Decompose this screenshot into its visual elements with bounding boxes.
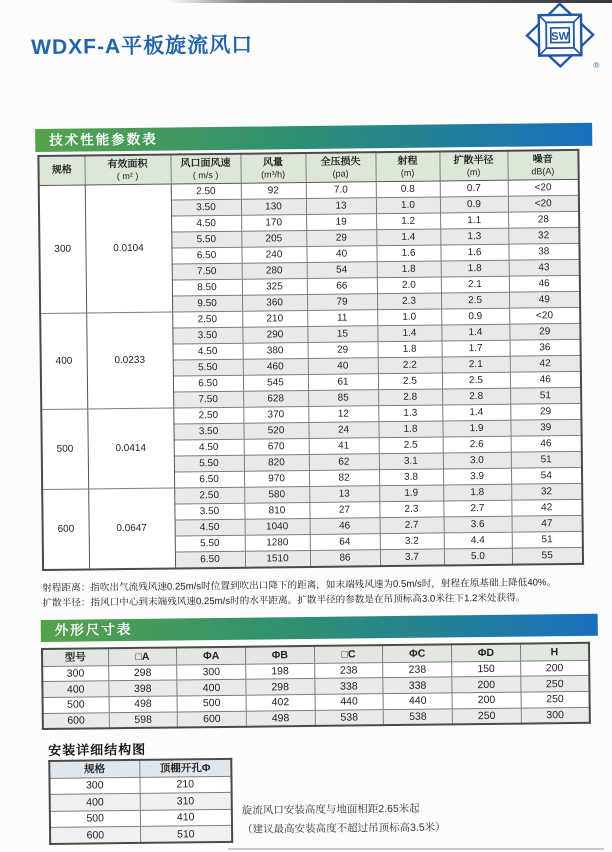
data-cell: 54 — [511, 467, 582, 484]
data-cell: 200 — [520, 660, 589, 677]
data-cell: 46 — [510, 371, 581, 388]
performance-table — [37, 149, 584, 571]
data-cell: 0.7 — [440, 180, 508, 197]
data-cell: 3.8 — [379, 468, 443, 485]
data-cell: 51 — [510, 387, 581, 404]
data-cell: 538 — [315, 710, 384, 727]
data-cell: 1.1 — [440, 212, 508, 229]
data-cell: 5.50 — [174, 455, 244, 472]
data-cell: 600 — [43, 713, 109, 730]
data-cell: 2.1 — [441, 276, 509, 293]
data-cell: 29 — [509, 323, 580, 340]
data-cell: 3.50 — [174, 503, 244, 520]
data-cell: 0.9 — [441, 308, 509, 325]
column-header: ΦC — [383, 644, 452, 662]
data-cell: 1.8 — [377, 260, 441, 277]
sw-logo-text: SW — [551, 30, 570, 43]
data-cell: 500 — [177, 695, 246, 712]
data-cell: 8.50 — [172, 279, 242, 296]
data-cell: 12 — [308, 405, 378, 422]
data-cell: 310 — [140, 792, 232, 810]
data-cell: 2.3 — [379, 500, 443, 517]
data-cell: 2.3 — [377, 292, 441, 309]
column-header: H — [520, 643, 589, 661]
data-cell: 51 — [511, 451, 582, 468]
footnote-jet-distance: 射程距离：指吹出气流残风速0.25m/s时位置到吹出口降下的距离，如末端残风速为0.5m/s时，射程在原基础上降低40%。 — [42, 577, 557, 595]
data-cell: 5.0 — [444, 548, 512, 565]
section-banner-dimensions — [41, 614, 598, 642]
data-cell: 628 — [243, 390, 308, 407]
data-cell: 3.1 — [379, 452, 443, 469]
ceiling-hole-row — [50, 825, 232, 844]
data-cell: 1.8 — [441, 260, 509, 277]
data-cell: 2.50 — [174, 487, 244, 504]
data-cell: 1.4 — [441, 324, 509, 341]
sw-logo-icon — [523, 2, 598, 71]
data-cell: 298 — [246, 679, 315, 696]
column-header: 射程 (m) — [375, 151, 439, 181]
data-cell: 250 — [521, 676, 590, 693]
data-cell: 5.50 — [175, 535, 245, 552]
data-cell: 1.6 — [440, 244, 508, 261]
data-cell: 2.7 — [443, 500, 511, 517]
data-cell: 150 — [452, 661, 521, 678]
data-cell: 42 — [511, 499, 582, 516]
column-header: 噪音 dB(A) — [507, 150, 578, 180]
data-cell: 1.2 — [376, 212, 440, 229]
spec-cell: 500 — [41, 408, 88, 489]
installation-note — [242, 799, 446, 839]
data-cell: 1.7 — [442, 340, 510, 357]
data-cell: 400 — [177, 679, 246, 696]
data-cell: 600 — [50, 826, 140, 844]
data-cell: 38 — [508, 243, 579, 260]
data-cell: 210 — [139, 776, 231, 794]
data-cell: 498 — [246, 710, 315, 727]
spec-cell: 600 — [42, 488, 89, 569]
data-cell: 498 — [109, 696, 178, 713]
data-cell: 0.9 — [440, 196, 508, 213]
data-cell: 402 — [246, 695, 315, 712]
ceiling-hole-table — [48, 758, 233, 845]
scan-artifact-bottom — [228, 848, 604, 850]
data-cell: 3.7 — [380, 548, 444, 565]
spec-cell: 300 — [39, 184, 86, 313]
data-cell: 64 — [310, 533, 380, 550]
column-header: 顶棚开孔Φ — [139, 759, 231, 777]
data-cell: 238 — [383, 661, 452, 678]
table-footnotes — [42, 575, 594, 611]
data-cell: 300 — [49, 777, 139, 795]
data-cell: 250 — [452, 708, 521, 725]
data-cell: 4.4 — [444, 532, 512, 549]
data-cell: 205 — [241, 230, 306, 247]
data-cell: 7.50 — [172, 263, 242, 280]
ceiling-hole-row — [49, 776, 231, 795]
column-header: □A — [108, 647, 177, 665]
data-cell: 47 — [512, 515, 583, 532]
data-cell: 1.9 — [379, 484, 443, 501]
data-cell: 820 — [244, 454, 309, 471]
data-cell: 62 — [309, 453, 379, 470]
data-cell: 15 — [307, 325, 377, 342]
banner-label: 外形尺寸表 — [54, 621, 133, 638]
area-cell: 0.0414 — [87, 408, 174, 489]
page-title: WDXF-A平板旋流风口 — [31, 33, 254, 60]
data-cell: 86 — [310, 549, 380, 566]
data-cell: 1.4 — [442, 404, 510, 421]
data-cell: 510 — [140, 825, 232, 843]
column-header: 扩散半径 (m) — [439, 151, 507, 181]
data-cell: 27 — [309, 501, 379, 518]
data-cell: 460 — [243, 358, 308, 375]
column-header: ΦA — [177, 647, 246, 665]
column-header: □C — [314, 645, 383, 663]
data-cell: 1.8 — [378, 420, 442, 437]
data-cell: 4.50 — [173, 343, 243, 360]
data-cell: 1.6 — [376, 244, 440, 261]
ceiling-hole-header-row — [49, 759, 231, 778]
data-cell: <20 — [508, 179, 579, 196]
data-cell: 598 — [109, 712, 178, 729]
data-cell: 41 — [309, 437, 379, 454]
data-cell: 500 — [43, 697, 109, 714]
data-cell: 40 — [308, 357, 378, 374]
data-cell: 0.8 — [376, 180, 440, 197]
footnote-diffusion-radius: 扩散半径：指风口中心到末端残风速0.25m/s时的水平距离。扩散半径的参数是在吊顶标高3.0米往下1.2米处获得。 — [42, 592, 526, 610]
data-cell: 24 — [308, 421, 378, 438]
data-cell: 85 — [308, 389, 378, 406]
data-cell: 2.2 — [378, 356, 442, 373]
data-cell: 32 — [508, 227, 579, 244]
data-cell: 2.6 — [443, 436, 511, 453]
data-cell: 3.2 — [380, 532, 444, 549]
installation-note-line1: 旋流风口安装高度与地面相距2.65米起 — [241, 802, 420, 817]
data-cell: 6.50 — [175, 551, 245, 568]
data-cell: 1510 — [245, 550, 310, 567]
data-cell: 4.50 — [171, 215, 241, 232]
data-cell: 13 — [309, 485, 379, 502]
column-header: 有效面积 ( m² ) — [84, 155, 170, 185]
column-header: 风量 (m³/h) — [240, 153, 305, 183]
data-cell: 49 — [509, 291, 580, 308]
data-cell: 3.6 — [444, 516, 512, 533]
data-cell: 11 — [307, 309, 377, 326]
ceiling-hole-row — [50, 792, 232, 811]
data-cell: 1.0 — [376, 196, 440, 213]
data-cell: 92 — [241, 182, 306, 199]
column-header: ΦD — [451, 644, 520, 662]
data-cell: 29 — [308, 341, 378, 358]
data-cell: 46 — [310, 517, 380, 534]
data-cell: 670 — [244, 438, 309, 455]
data-cell: 2.5 — [442, 372, 510, 389]
data-cell: 36 — [510, 339, 581, 356]
data-cell: 61 — [308, 373, 378, 390]
data-cell: 2.8 — [378, 388, 442, 405]
data-cell: 3.50 — [171, 199, 241, 216]
data-cell: 298 — [108, 664, 177, 681]
data-cell: 29 — [510, 403, 581, 420]
data-cell: 1.9 — [442, 420, 510, 437]
data-cell: 240 — [241, 246, 306, 263]
data-cell: 1.3 — [378, 404, 442, 421]
data-cell: 4.50 — [175, 519, 245, 536]
brand-logo — [523, 2, 598, 71]
column-header: 型号 — [42, 648, 108, 666]
column-header: 规格 — [49, 760, 139, 778]
installation-note-line2: （建议最高安装高度不超过吊顶标高3.5米） — [241, 821, 446, 836]
data-cell: 250 — [521, 691, 590, 708]
data-cell: 280 — [242, 262, 307, 279]
data-cell: 2.5 — [379, 436, 443, 453]
data-cell: 66 — [307, 277, 377, 294]
data-cell: 82 — [309, 469, 379, 486]
data-cell: 440 — [383, 693, 452, 710]
data-cell: 7.0 — [306, 181, 376, 198]
column-header: 规格 — [38, 155, 84, 185]
spec-cell: 400 — [40, 312, 87, 409]
data-cell: <20 — [508, 195, 579, 212]
data-cell: 4.50 — [174, 439, 244, 456]
data-cell: 2.50 — [172, 311, 242, 328]
data-cell: 6.50 — [173, 375, 243, 392]
data-cell: 410 — [140, 809, 232, 827]
column-header: 全压损失 (pa) — [305, 152, 375, 182]
section-banner-performance — [35, 123, 592, 152]
data-cell: 130 — [241, 198, 306, 215]
column-header: 风口面风速 ( m/s ) — [170, 154, 240, 184]
data-cell: <20 — [509, 307, 580, 324]
column-header: ΦB — [245, 646, 314, 664]
data-cell: 360 — [242, 294, 307, 311]
data-cell: 29 — [306, 229, 376, 246]
dimensions-table — [41, 642, 591, 730]
data-cell: 580 — [244, 486, 309, 503]
data-cell: 2.8 — [442, 388, 510, 405]
data-cell: 3.0 — [443, 452, 511, 469]
data-cell: 9.50 — [172, 295, 242, 312]
data-cell: 3.9 — [443, 468, 511, 485]
data-cell: 238 — [314, 662, 383, 679]
data-cell: 370 — [243, 406, 308, 423]
data-cell: 290 — [242, 326, 307, 343]
data-cell: 545 — [243, 374, 308, 391]
area-cell: 0.0647 — [88, 488, 175, 569]
data-cell: 400 — [50, 793, 140, 811]
data-cell: 600 — [177, 711, 246, 728]
data-cell: 2.5 — [378, 372, 442, 389]
data-cell: 2.5 — [441, 292, 509, 309]
data-cell: 810 — [244, 502, 309, 519]
data-cell: 200 — [452, 676, 521, 693]
installation-section-title: 安装详细结构图 — [48, 741, 147, 758]
data-cell: 538 — [384, 709, 453, 726]
data-cell: 46 — [509, 275, 580, 292]
data-cell: 1.3 — [440, 228, 508, 245]
data-cell: 43 — [509, 259, 580, 276]
data-cell: 1040 — [245, 518, 310, 535]
data-cell: 28 — [508, 211, 579, 228]
data-cell: 1.0 — [377, 308, 441, 325]
data-cell: 1.8 — [443, 484, 511, 501]
data-cell: 79 — [307, 293, 377, 310]
data-cell: 1280 — [245, 534, 310, 551]
data-cell: 3.50 — [172, 327, 242, 344]
data-cell: 325 — [242, 278, 307, 295]
data-cell: 3.50 — [173, 423, 243, 440]
data-cell: 51 — [512, 531, 583, 548]
data-cell: 2.50 — [171, 183, 241, 200]
registered-trademark: ® — [593, 60, 600, 70]
data-cell: 2.7 — [380, 516, 444, 533]
data-cell: 500 — [50, 810, 140, 828]
data-cell: 338 — [383, 677, 452, 694]
data-cell: 440 — [315, 694, 384, 711]
data-cell: 300 — [521, 707, 590, 724]
data-cell: 338 — [314, 678, 383, 695]
ceiling-hole-row — [50, 809, 232, 828]
area-cell: 0.0233 — [86, 312, 173, 409]
data-cell: 2.1 — [442, 356, 510, 373]
data-cell: 32 — [511, 483, 582, 500]
data-cell: 7.50 — [173, 391, 243, 408]
data-cell: 19 — [306, 213, 376, 230]
data-cell: 1.4 — [376, 228, 440, 245]
data-cell: 5.50 — [171, 231, 241, 248]
data-cell: 520 — [243, 422, 308, 439]
data-cell: 1.8 — [378, 340, 442, 357]
data-cell: 198 — [246, 663, 315, 680]
data-cell: 40 — [306, 245, 376, 262]
data-cell: 398 — [108, 680, 177, 697]
data-cell: 210 — [242, 310, 307, 327]
data-cell: 6.50 — [174, 471, 244, 488]
data-cell: 55 — [512, 547, 583, 564]
data-cell: 1.4 — [377, 324, 441, 341]
data-cell: 970 — [244, 470, 309, 487]
data-cell: 200 — [452, 692, 521, 709]
area-cell: 0.0104 — [85, 184, 172, 313]
data-cell: 39 — [510, 419, 581, 436]
data-cell: 400 — [42, 681, 108, 698]
data-cell: 2.50 — [173, 407, 243, 424]
data-cell: 5.50 — [173, 359, 243, 376]
data-cell: 380 — [243, 342, 308, 359]
data-cell: 46 — [511, 435, 582, 452]
data-cell: 300 — [177, 664, 246, 681]
data-cell: 54 — [307, 261, 377, 278]
data-cell: 170 — [241, 214, 306, 231]
data-cell: 6.50 — [171, 247, 241, 264]
banner-label: 技术性能参数表 — [49, 131, 158, 148]
data-cell: 2.0 — [377, 276, 441, 293]
data-cell: 13 — [306, 197, 376, 214]
data-cell: 42 — [510, 355, 581, 372]
data-cell: 300 — [42, 665, 108, 682]
